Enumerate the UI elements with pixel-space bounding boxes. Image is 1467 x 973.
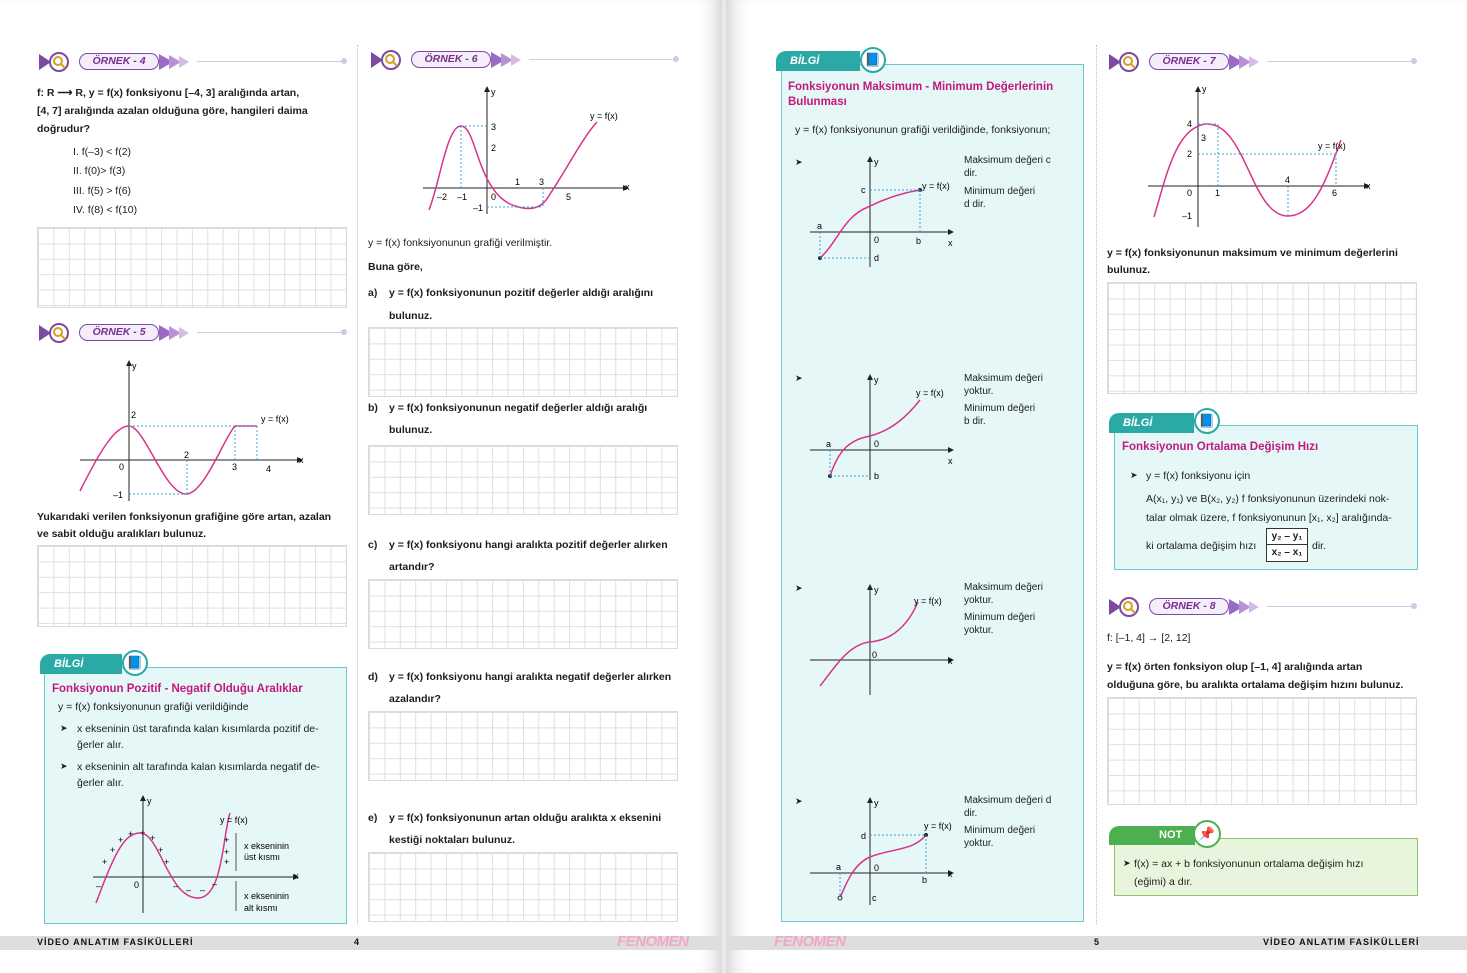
axis-x-label: x [294,871,299,881]
zero-label: 0 [134,880,140,890]
tick-label: 3 [539,177,545,187]
bilgi-text: dir. [1312,540,1327,552]
svg-text:–: – [212,879,218,889]
column-divider [1096,45,1097,925]
book-icon: 📘 [122,650,148,676]
answer-grid[interactable] [368,445,678,515]
ornek-5-question-1: Yukarıdaki verilen fonksiyonun grafiğine göre artan, azalan [37,511,332,523]
question-letter: c) [368,539,378,551]
tick-label: 5 [566,192,572,202]
upper-label: x ekseninin [244,841,290,851]
svg-text:+: + [158,845,164,855]
answer-grid[interactable] [1107,697,1417,805]
ornek-4-question-3: doğrudur? [37,123,91,135]
svg-text:0: 0 [874,235,880,245]
case-text: yoktur. [964,625,994,636]
tick-label: 4 [1285,175,1291,185]
tick-label: 0 [119,462,125,472]
graph-label: y = f(x) [1318,141,1346,151]
bilgi-tag: BİLGİ [1109,413,1194,433]
bilgi-text: x ekseninin alt tarafında kalan kısımlarda negatif de- [77,761,320,773]
ornek-4-question-2: [4, 7] aralığında azalan olduğuna göre, hangileri daima [37,105,308,117]
pin-icon: 📌 [1193,820,1221,848]
magnifier-icon [37,322,81,344]
tick-label: 4 [266,464,272,474]
ornek-4-item: IV. f(8) < f(10) [73,204,138,216]
case-1-graph [808,152,958,272]
svg-text:y = f(x): y = f(x) [924,821,952,831]
ornek-7-label: ÖRNEK - 7 [1149,53,1229,70]
svg-text:d: d [874,253,880,263]
svg-text:+: + [224,835,230,845]
case-text: Minimum değeri [964,186,1036,197]
svg-text:y = f(x): y = f(x) [916,388,944,398]
ornek-8-question: olduğuna göre, bu aralıkta ortalama değişim hızını bulunuz. [1107,679,1404,691]
svg-text:y: y [874,375,879,385]
bilgi-title: Bulunması [788,96,847,108]
case-text: yoktur. [964,838,994,849]
question-letter: e) [368,812,378,824]
ornek-7-graph [1146,82,1376,232]
tick-label: 0 [491,192,497,202]
svg-text:a: a [817,221,823,231]
tick-label: –1 [457,192,468,202]
answer-grid[interactable] [368,579,678,649]
case-text: d dir. [964,199,986,210]
question-text: artandır? [389,561,435,573]
svg-text:+: + [224,847,230,857]
bilgi-text: ğerler alır. [77,739,124,751]
case-text: Maksimum değeri [964,373,1043,384]
bilgi-intro: y = f(x) fonksiyonunun grafiği verildiğinde, fonksiyonun; [795,124,1051,136]
svg-text:b: b [916,236,922,246]
fenomen-logo: FENOMEN [774,933,846,950]
case-text: Minimum değeri [964,612,1036,623]
svg-text:+: + [224,857,230,867]
arrow-bullet-icon: ➤ [1123,858,1131,868]
bilgi-text: A(x₁, y₁) ve B(x₂, y₂) f fonksiyonunun üzerindeki nok- [1146,493,1390,505]
tick-label: 2 [184,450,190,460]
ornek-5-label: ÖRNEK - 5 [79,324,159,341]
svg-text:a: a [836,862,842,872]
bilgi-text: x ekseninin üst tarafında kalan kısımlarda pozitif de- [77,723,319,735]
graph-label: y = f(x) [590,111,618,121]
ornek-5-header [37,322,349,344]
axis-x-label: x [625,182,630,192]
bilgi-tag: BİLGİ [776,51,860,71]
case-text: yoktur. [964,595,994,606]
tick-label: 6 [1332,188,1338,198]
not-text: (eğimi) a dır. [1134,876,1193,888]
tick-label: –1 [473,203,484,213]
ornek-4-label: ÖRNEK - 4 [79,53,159,70]
ornek-4-header [37,51,349,73]
question-text: azalandır? [389,693,441,705]
answer-grid[interactable] [368,852,678,922]
case-text: yoktur. [964,386,994,397]
arrow-bullet-icon: ➤ [1130,470,1138,480]
question-text: y = f(x) fonksiyonu hangi aralıkta pozitif değerler alırken [389,539,668,551]
svg-text:x: x [948,238,953,248]
svg-text:b: b [922,875,928,885]
svg-text:0: 0 [872,650,878,660]
graph-label: y = f(x) [261,414,289,424]
case-text: Minimum değeri [964,403,1036,414]
magnifier-icon [1107,596,1151,618]
bilgi-text: ğerler alır. [77,777,124,789]
arrow-bullet-icon: ➤ [795,583,803,593]
lower-label: alt kısmı [244,903,278,913]
tick-label: –1 [113,490,124,500]
question-text: y = f(x) fonksiyonunun pozitif değerler aldığı aralığını [389,287,653,299]
svg-text:–: – [96,881,102,891]
tick-label: 4 [1187,119,1193,129]
question-letter: d) [368,671,378,683]
answer-grid[interactable] [37,545,347,627]
ornek-5-question-2: ve sabit olduğu aralıkları bulunuz. [37,528,207,540]
ornek-8-question: y = f(x) örten fonksiyon olup [–1, 4] aralığında artan [1107,661,1363,673]
question-text: y = f(x) fonksiyonu hangi aralıkta negatif değerler alırken [389,671,672,683]
formula-denominator: x₂ – x₁ [1271,547,1303,558]
question-text: kestiği noktaları bulunuz. [389,834,516,846]
magnifier-icon [369,49,413,71]
footer-title: VİDEO ANLATIM FASİKÜLLERİ [37,937,194,947]
svg-text:+: + [140,828,146,838]
case-2-graph [808,370,958,485]
tick-label: –1 [1182,211,1193,221]
case-3-graph [808,580,958,700]
fenomen-logo: FENOMEN [617,933,689,950]
svg-text:y = f(x): y = f(x) [914,596,942,606]
ornek-6-label: ÖRNEK - 6 [411,51,491,68]
answer-grid[interactable] [368,327,678,397]
case-text: dir. [964,168,978,179]
ornek-4-question-1: f: R ⟶ R, y = f(x) fonksiyonu [–4, 3] aralığında artan, [37,87,300,99]
arrow-bullet-icon: ➤ [60,761,68,771]
page-number: 4 [354,937,361,947]
case-text: Minimum değeri [964,825,1036,836]
svg-text:0: 0 [874,439,880,449]
question-letter: b) [368,402,378,414]
arrow-bullet-icon: ➤ [795,373,803,383]
left-page [0,0,722,973]
book-icon: 📘 [860,47,886,73]
svg-text:x: x [948,869,953,879]
question-text: y = f(x) fonksiyonunun artan olduğu aralıkta x eksenini [389,812,662,824]
magnifier-icon [1107,51,1151,73]
svg-text:+: + [118,835,124,845]
svg-text:c: c [861,185,866,195]
answer-grid[interactable] [368,711,678,781]
tick-label: 3 [1201,133,1207,143]
bilgi-title: Fonksiyonun Pozitif - Negatif Olduğu Aralıklar [52,683,303,695]
svg-text:y: y [874,798,879,808]
axis-y-label: y [1202,84,1207,94]
pos-neg-graph [88,793,338,918]
axis-x-label: x [1366,181,1371,191]
bilgi-title: Fonksiyonun Maksimum - Minimum Değerlerinin [788,81,1054,93]
bilgi-tag: BİLGİ [40,654,122,674]
ornek-7-header [1107,51,1419,73]
ornek-4-item: I. f(–3) < f(2) [73,146,132,158]
svg-text:+: + [150,833,156,843]
ornek-8-label: ÖRNEK - 8 [1149,598,1229,615]
graph-label: y = f(x) [220,815,248,825]
page-number: 5 [1094,937,1101,947]
tick-label: 3 [232,462,238,472]
svg-text:–: – [173,881,179,891]
bilgi-intro: y = f(x) fonksiyonunun grafiği verildiğinde [58,701,249,713]
bilgi-title: Fonksiyonun Ortalama Değişim Hızı [1122,441,1319,453]
formula-box [1266,528,1308,562]
svg-text:+: + [164,857,170,867]
case-text: Maksimum değeri d [964,795,1052,806]
ornek-5-graph [75,356,315,506]
tick-label: 0 [1187,188,1193,198]
tick-label: 2 [131,410,137,420]
tick-label: –2 [437,192,448,202]
axis-y-label: y [147,796,152,806]
formula-numerator: y₂ – y₁ [1267,529,1307,545]
case-text: Maksimum değeri c [964,155,1051,166]
svg-text:y: y [874,157,879,167]
case-text: b dir. [964,416,986,427]
svg-text:y = f(x): y = f(x) [922,181,950,191]
ornek-8-domain: f: [–1, 4] → [2, 12] [1107,632,1191,644]
svg-text:+: + [110,845,116,855]
svg-text:d: d [861,831,867,841]
svg-text:b: b [874,471,880,481]
svg-text:x: x [948,456,953,466]
ornek-8-header [1107,596,1419,618]
tick-label: 1 [1215,188,1221,198]
case-text: Maksimum değeri [964,582,1043,593]
svg-text:+: + [102,857,108,867]
ornek-4-item: II. f(0)> f(3) [73,165,126,177]
lower-label: x ekseninin [244,891,290,901]
svg-text:–: – [186,885,192,895]
svg-text:+: + [128,829,134,839]
column-divider [357,45,358,925]
axis-y-label: y [491,87,496,97]
case-text: dir. [964,808,978,819]
right-page [726,0,1467,973]
bilgi-text: ki ortalama değişim hızı [1146,540,1257,552]
book-icon: 📘 [1194,408,1220,434]
arrow-bullet-icon: ➤ [795,796,803,806]
ornek-6-graph [415,82,640,217]
tick-label: 2 [1187,149,1193,159]
tick-label: 2 [491,143,497,153]
ornek-4-item: III. f(5) > f(6) [73,185,132,197]
axis-x-label: x [299,455,304,465]
upper-label: üst kısmı [244,852,281,862]
svg-text:x: x [948,656,953,666]
ornek-6-header [369,49,681,71]
tick-label: 3 [491,122,497,132]
ornek-6-given: y = f(x) fonksiyonunun grafiği verilmiştir. [368,237,553,249]
footer-title: VİDEO ANLATIM FASİKÜLLERİ [1263,937,1420,947]
svg-text:a: a [826,439,832,449]
axis-y-label: y [132,361,137,371]
ornek-6-buna: Buna göre, [368,261,423,273]
ornek-7-question: y = f(x) fonksiyonunun maksimum ve minimum değerlerini [1107,247,1398,259]
svg-text:c: c [872,893,877,903]
not-tag: NOT [1109,826,1195,845]
svg-text:–: – [200,885,206,895]
bilgi-text: y = f(x) fonksiyonu için [1146,470,1251,482]
answer-grid[interactable] [37,227,347,308]
question-text: y = f(x) fonksiyonunun negatif değerler aldığı aralığı [389,402,648,414]
magnifier-icon [37,51,81,73]
ornek-7-question: bulunuz. [1107,264,1151,276]
bilgi-text: talar olmak üzere, f fonksiyonunun [x₁, x₂] aralığında- [1146,512,1392,524]
arrow-bullet-icon: ➤ [795,157,803,167]
answer-grid[interactable] [1107,282,1417,394]
case-4-graph [808,793,958,908]
not-text: f(x) = ax + b fonksiyonunun ortalama değişim hızı [1134,858,1364,870]
question-text: bulunuz. [389,310,433,322]
svg-text:y: y [874,585,879,595]
question-letter: a) [368,287,378,299]
arrow-bullet-icon: ➤ [60,723,68,733]
svg-text:0: 0 [874,863,880,873]
tick-label: 1 [515,177,521,187]
question-text: bulunuz. [389,424,433,436]
